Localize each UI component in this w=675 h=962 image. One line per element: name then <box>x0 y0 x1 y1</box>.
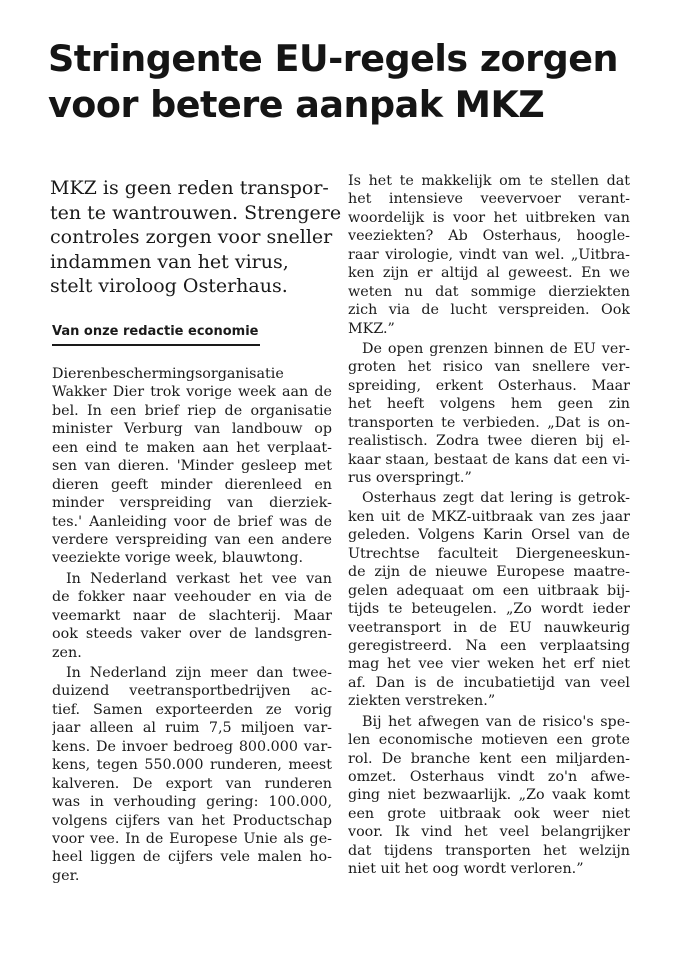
paragraph-line: dat tijdens transporten het welzijn <box>348 842 630 859</box>
lead-line: indammen van het virus, <box>50 250 289 273</box>
paragraph-line: ger. <box>52 867 80 884</box>
paragraph-line: ken uit de MKZ-uitbraak van zes jaar <box>348 508 630 525</box>
paragraph-line: voor. Ik vind het veel belangrijker <box>348 824 630 841</box>
paragraph-line: verdere verspreiding van een andere <box>52 531 332 548</box>
paragraph-line: duizend veetransportbedrijven ac- <box>52 683 332 700</box>
paragraph-line: een eind te maken aan het verplaat- <box>52 439 332 456</box>
paragraph <box>348 489 630 710</box>
paragraph-line: raar virologie, vindt van wel. „Uitbra- <box>348 246 630 263</box>
paragraph <box>52 664 332 885</box>
paragraph-line: volgens cijfers van het Productschap <box>52 812 332 829</box>
lead-line: ten te wantrouwen. Strengere <box>50 201 342 224</box>
paragraph-line: Bij het afwegen van de risico's spe- <box>362 713 630 730</box>
paragraph-line: zich via de lucht verspreiden. Ook <box>348 302 630 319</box>
paragraph-line: minder verspreiding van dierziek- <box>52 495 332 512</box>
paragraph <box>348 340 630 488</box>
paragraph-line: een grote uitbraak ook weer niet <box>348 805 630 822</box>
paragraph-line: In Nederland verkast het vee van <box>66 570 332 587</box>
paragraph-line: het heeft volgens hem geen zin <box>348 396 630 413</box>
paragraph-line: niet uit het oog wordt verloren.” <box>348 861 584 878</box>
paragraph-line: De open grenzen binnen de EU ver- <box>362 340 630 357</box>
paragraph-line: Osterhaus zegt dat lering is getrok- <box>362 490 630 507</box>
paragraph-line: groten het risico van snellere ver- <box>348 359 630 376</box>
paragraph-line: MKZ.” <box>348 320 395 337</box>
paragraph-line: ook steeds vaker over de landsgren- <box>52 626 332 643</box>
paragraph <box>348 713 630 879</box>
body-column-left <box>52 365 332 887</box>
paragraph-line: rol. De branche kent een miljarden- <box>348 750 630 767</box>
paragraph-line: Dierenbeschermingsorganisatie <box>52 366 284 382</box>
paragraph-line: kalveren. De export van runderen <box>52 775 332 792</box>
paragraph-line: Is het te makkelijk om te stellen dat <box>348 173 630 189</box>
paragraph-line: sen van dieren. 'Minder gesleep met <box>52 458 332 475</box>
paragraph-line: de fokker naar veehouder en via de <box>52 589 332 606</box>
paragraph-line: kaar staan, bestaat de kans dat een vi- <box>348 451 630 468</box>
paragraph-line: ken zijn er altijd al geweest. En we <box>348 265 630 282</box>
byline-underline <box>52 344 260 346</box>
paragraph-line: mag het vee vier weken het erf niet <box>348 656 630 673</box>
paragraph-line: woordelijk is voor het uitbreken van <box>348 209 630 226</box>
paragraph-line: het intensieve veevervoer verant- <box>348 191 630 208</box>
paragraph-line: In Nederland zijn meer dan twee- <box>66 665 332 681</box>
paragraph-line: spreiding, erkent Osterhaus. Maar <box>348 377 630 394</box>
paragraph-line: omzet. Osterhaus vindt zo'n afwe- <box>348 769 630 785</box>
paragraph-line: tief. Samen exporteerden ze vorig <box>52 701 332 718</box>
paragraph-line: ging niet bezwaarlijk. „Zo vaak komt <box>348 787 630 804</box>
paragraph-line: dieren geeft minder dierenleed en <box>52 476 332 493</box>
paragraph-line: bel. In een brief riep de organisatie <box>52 402 332 419</box>
paragraph-line: veetransport in de EU nauwkeurig <box>348 619 630 636</box>
paragraph-line: rus overspringt.” <box>348 470 472 486</box>
lead-line: stelt viroloog Osterhaus. <box>50 275 288 297</box>
article-lead <box>50 176 342 299</box>
paragraph-line: heel liggen de cijfers vele malen ho- <box>52 849 332 866</box>
paragraph-line: veeziekten? Ab Osterhaus, hoogle- <box>348 228 630 245</box>
headline-line: voor betere aanpak MKZ <box>48 83 545 126</box>
paragraph-line: geleden. Volgens Karin Orsel van de <box>348 527 630 544</box>
headline-line: Stringente EU-regels zorgen <box>48 37 619 80</box>
paragraph-line: ziekten verstreken.” <box>348 693 496 710</box>
paragraph-line: tijds te beteugelen. „Zo wordt ieder <box>348 601 630 618</box>
paragraph-line: tes.' Aanleiding voor de brief was de <box>52 513 332 530</box>
article-headline <box>48 36 648 128</box>
paragraph-line: Utrechtse faculteit Diergeneeskun- <box>348 545 630 562</box>
body-column-right <box>348 172 630 881</box>
paragraph-line: was in verhouding gering: 100.000, <box>52 794 332 811</box>
paragraph-line: veeziekte vorige week, blauwtong. <box>52 550 304 567</box>
paragraph-line: gelen adequaat om een uitbraak bij- <box>348 582 630 599</box>
byline: Van onze redactie economie <box>52 324 259 339</box>
paragraph-line: Wakker Dier trok vorige week aan de <box>52 384 332 401</box>
paragraph-line: minister Verburg van landbouw op <box>52 421 332 438</box>
paragraph-line: transporten te verbieden. „Dat is on- <box>348 414 630 431</box>
paragraph-line: voor vee. In de Europese Unie als ge- <box>52 830 332 847</box>
paragraph <box>348 172 630 338</box>
paragraph-line: de zijn de nieuwe Europese maatre- <box>348 564 630 581</box>
paragraph-line: weten nu dat sommige dierziekten <box>348 283 630 300</box>
paragraph-line: af. Dan is de incubatietijd van veel <box>348 674 630 691</box>
paragraph <box>52 365 332 568</box>
paragraph-line: realistisch. Zodra twee dieren bij el- <box>348 433 630 450</box>
paragraph-line: kens, tegen 550.000 runderen, meest <box>52 757 332 774</box>
paragraph-line: len economische motieven een grote <box>348 732 630 749</box>
paragraph <box>52 570 332 662</box>
lead-line: controles zorgen voor sneller <box>50 226 333 248</box>
paragraph-line: jaar alleen al ruim 7,5 miljoen var- <box>52 720 332 737</box>
paragraph-line: kens. De invoer bedroeg 800.000 var- <box>52 738 332 755</box>
paragraph-line: geregistreerd. Na een verplaatsing <box>348 637 630 654</box>
lead-line: MKZ is geen reden transpor- <box>50 177 329 199</box>
paragraph-line: zen. <box>52 644 82 661</box>
paragraph-line: veemarkt naar de slachterij. Maar <box>52 607 332 624</box>
